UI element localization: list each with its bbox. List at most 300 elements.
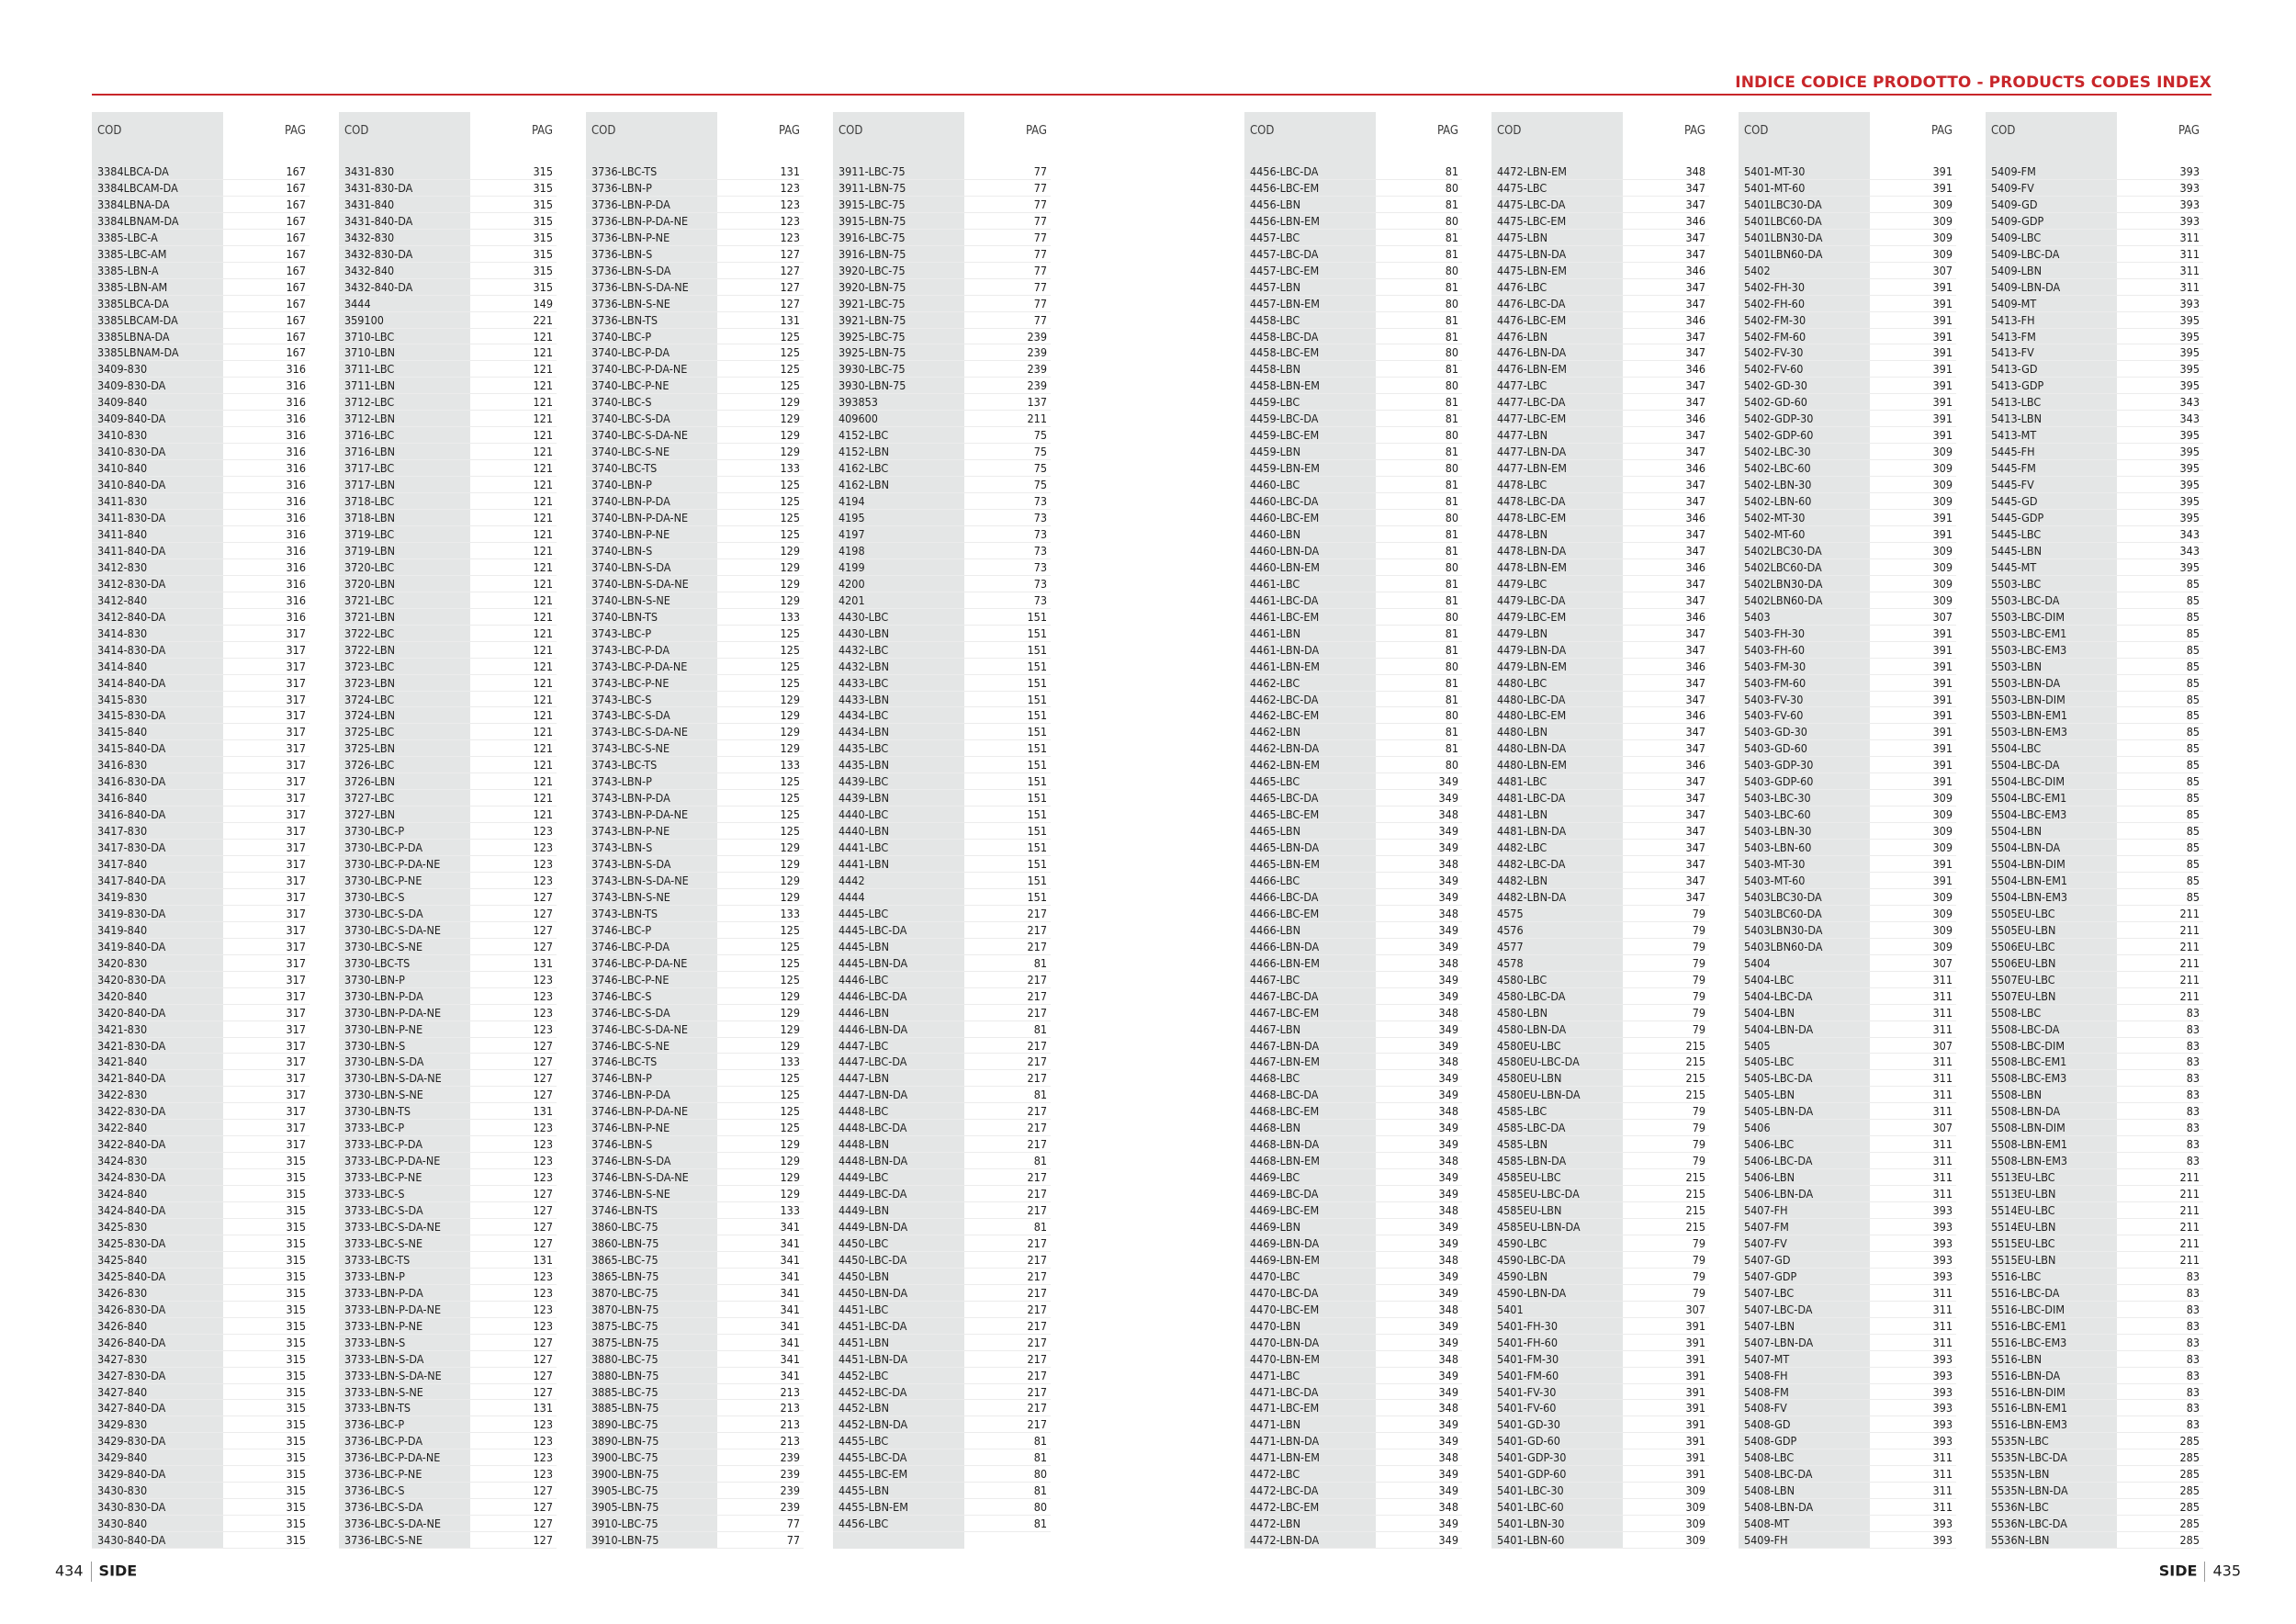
index-row	[1739, 939, 1956, 955]
product-code: 3733-LBC-P-NE	[344, 1170, 422, 1185]
index-row	[92, 576, 310, 592]
page-ref: 309	[1685, 1517, 1705, 1531]
page-ref: 309	[1932, 478, 1953, 492]
index-row	[586, 279, 804, 296]
page-ref: 311	[1932, 1088, 1953, 1102]
index-row	[1986, 1005, 2203, 1021]
product-code: 3711-LBN	[344, 378, 396, 393]
page-ref: 341	[780, 1351, 800, 1366]
page-ref: 151	[1027, 609, 1047, 624]
index-row	[1739, 1202, 1956, 1219]
index-row	[1244, 1136, 1462, 1153]
index-row	[1244, 427, 1462, 444]
page-ref: 347	[1685, 494, 1705, 509]
page-ref: 121	[533, 378, 553, 393]
page-ref: 123	[533, 1170, 553, 1185]
product-code: 5403-FM-60	[1744, 675, 1806, 690]
page-ref: 315	[286, 1269, 306, 1283]
page-ref: 211	[2179, 1220, 2200, 1234]
page-ref: 347	[1685, 642, 1705, 657]
index-row	[833, 1120, 1051, 1136]
page-ref: 213	[780, 1417, 800, 1432]
index-row	[833, 361, 1051, 378]
index-row	[1491, 707, 1709, 724]
page-ref: 349	[1438, 1285, 1458, 1300]
page-ref: 129	[780, 428, 800, 443]
page-ref: 393	[1932, 1269, 1953, 1283]
page-ref: 395	[2179, 559, 2200, 574]
product-code: 3736-LBC-TS	[591, 164, 658, 178]
page-ref: 125	[780, 494, 800, 509]
product-code: 5402-GDP-60	[1744, 428, 1814, 443]
page-ref: 83	[2186, 1401, 2200, 1415]
index-row	[586, 1252, 804, 1269]
page-ref: 85	[2186, 692, 2200, 706]
product-code: 5408-LBN	[1744, 1483, 1795, 1498]
index-row	[1986, 1400, 2203, 1416]
page-ref: 73	[1033, 592, 1047, 607]
page-ref: 129	[780, 592, 800, 607]
product-code: 3743-LBC-S	[591, 692, 652, 706]
index-row	[1739, 1449, 1956, 1466]
index-row	[92, 1202, 310, 1219]
page-ref: 349	[1438, 774, 1458, 789]
product-code: 4466-LBC	[1250, 873, 1300, 887]
product-code: 4477-LBN-EM	[1497, 461, 1567, 476]
index-row	[92, 972, 310, 988]
page-ref: 151	[1027, 659, 1047, 673]
index-row	[833, 642, 1051, 659]
index-row	[1986, 1416, 2203, 1433]
index-row	[833, 1087, 1051, 1103]
index-row	[1986, 1219, 2203, 1235]
product-code: 5407-LBC-DA	[1744, 1302, 1813, 1316]
product-code: 4469-LBN-EM	[1250, 1252, 1320, 1267]
page-ref: 349	[1438, 1038, 1458, 1053]
page-ref: 347	[1685, 840, 1705, 855]
product-code: 5403-GD-60	[1744, 741, 1807, 756]
product-code: 4467-LBC	[1250, 972, 1300, 987]
page-ref: 217	[1027, 1351, 1047, 1366]
product-code: 3736-LBC-S-DA	[344, 1500, 423, 1515]
page-ref: 317	[286, 1104, 306, 1119]
index-row	[586, 344, 804, 361]
index-row	[833, 526, 1051, 543]
product-code: 4162-LBC	[838, 461, 889, 476]
product-code: 3431-830	[344, 164, 395, 178]
product-code: 4435-LBN	[838, 758, 890, 773]
page-ref: 285	[2179, 1467, 2200, 1482]
index-row	[339, 1285, 557, 1302]
page-ref: 80	[1445, 428, 1458, 443]
product-code: 3740-LBN-P-DA	[591, 494, 670, 509]
index-row	[586, 675, 804, 692]
page-ref: 79	[1692, 972, 1705, 987]
index-row	[1739, 312, 1956, 329]
product-code: 3740-LBC-P-DA-NE	[591, 362, 688, 377]
index-row	[1739, 626, 1956, 642]
page-ref: 347	[1685, 807, 1705, 822]
page-ref: 151	[1027, 758, 1047, 773]
product-code: 5403-GDP-60	[1744, 774, 1814, 789]
page-ref: 151	[1027, 692, 1047, 706]
index-row	[1244, 1054, 1462, 1070]
product-code: 4465-LBN-DA	[1250, 840, 1320, 855]
page-ref: 393	[1932, 1252, 1953, 1267]
index-row	[339, 329, 557, 345]
page-ref: 129	[780, 840, 800, 855]
product-code: 3718-LBC	[344, 494, 395, 509]
page-ref: 315	[286, 1203, 306, 1218]
product-code: 5403-GDP-30	[1744, 758, 1814, 773]
page-ref: 309	[1685, 1533, 1705, 1548]
index-row	[586, 757, 804, 773]
product-code: 3736-LBN-S	[591, 246, 653, 261]
product-code: 3736-LBC-S	[344, 1483, 405, 1498]
product-code: 3425-830	[97, 1220, 148, 1234]
index-row	[339, 790, 557, 806]
index-row	[586, 1269, 804, 1285]
page-ref: 311	[2179, 263, 2200, 277]
page-ref: 121	[533, 543, 553, 558]
page-ref: 341	[780, 1252, 800, 1267]
product-code: 5445-MT	[1991, 559, 2037, 574]
index-row	[92, 692, 310, 708]
page-ref: 393	[2179, 180, 2200, 195]
page-ref: 211	[2179, 955, 2200, 970]
product-code: 4462-LBC	[1250, 675, 1300, 690]
index-row	[1739, 1400, 1956, 1416]
index-row	[1986, 361, 2203, 378]
page-ref: 85	[2186, 758, 2200, 773]
index-row	[833, 543, 1051, 559]
product-code: 3736-LBN-P	[591, 180, 652, 195]
product-code: 4471-LBC-EM	[1250, 1401, 1320, 1415]
page-ref: 349	[1438, 1483, 1458, 1498]
page-ref: 349	[1438, 1335, 1458, 1349]
index-row	[92, 592, 310, 609]
product-code: 3384LBNA-DA	[97, 197, 170, 211]
index-row	[833, 460, 1051, 477]
product-code: 3733-LBC-P-DA	[344, 1137, 423, 1152]
index-row	[92, 1087, 310, 1103]
page-ref: 317	[286, 1088, 306, 1102]
index-row	[92, 1120, 310, 1136]
product-code: 3880-LBC-75	[591, 1351, 658, 1366]
page-ref: 167	[286, 345, 306, 360]
page-ref: 349	[1438, 1170, 1458, 1185]
product-code: 5407-MT	[1744, 1351, 1790, 1366]
index-row	[1491, 988, 1709, 1005]
index-row	[586, 856, 804, 873]
brand-right: SIDE	[2158, 1562, 2198, 1580]
page-ref: 73	[1033, 543, 1047, 558]
index-row	[833, 1252, 1051, 1269]
index-row	[1739, 1136, 1956, 1153]
page-ref: 311	[1932, 1170, 1953, 1185]
page-ref: 125	[780, 791, 800, 806]
index-row	[1739, 1005, 1956, 1021]
product-code: 5516-LBN-DIM	[1991, 1384, 2065, 1399]
index-row	[1491, 576, 1709, 592]
page-ref: 83	[2186, 1071, 2200, 1086]
product-code: 4450-LBN	[838, 1269, 890, 1283]
index-row	[833, 1054, 1051, 1070]
index-row	[1986, 939, 2203, 955]
product-code: 4580EU-LBN	[1497, 1071, 1562, 1086]
index-row	[92, 510, 310, 526]
product-code: 3431-840	[344, 197, 395, 211]
index-row	[586, 773, 804, 790]
index-row	[1986, 1252, 2203, 1269]
page-ref: 75	[1033, 428, 1047, 443]
product-code: 3385-LBN-A	[97, 263, 159, 277]
index-row	[833, 1351, 1051, 1368]
product-code: 4200	[838, 576, 865, 591]
index-row	[339, 1087, 557, 1103]
index-row	[339, 823, 557, 840]
page-ref: 395	[2179, 312, 2200, 327]
index-row	[586, 1449, 804, 1466]
index-row	[1739, 609, 1956, 626]
page-ref: 151	[1027, 824, 1047, 839]
product-code: 3427-830	[97, 1351, 148, 1366]
page-ref: 315	[286, 1401, 306, 1415]
product-code: 5516-LBC-EM3	[1991, 1335, 2067, 1349]
product-code: 3736-LBC-P-DA-NE	[344, 1450, 441, 1465]
product-code: 3410-830	[97, 428, 148, 443]
product-code: 3740-LBC-P-NE	[591, 378, 670, 393]
index-row	[1739, 213, 1956, 230]
page-ref: 317	[286, 1038, 306, 1053]
product-code: 5403-FH-60	[1744, 642, 1805, 657]
page-ref: 129	[780, 543, 800, 558]
index-row	[586, 823, 804, 840]
index-row	[92, 477, 310, 493]
product-code: 4472-LBC-EM	[1250, 1500, 1320, 1515]
page-ref: 215	[1685, 1054, 1705, 1069]
product-code: 5504-LBN	[1991, 824, 2043, 839]
product-code: 5401-LBC-30	[1497, 1483, 1564, 1498]
index-row	[833, 906, 1051, 922]
index-row	[586, 592, 804, 609]
product-code: 5401-FM-30	[1497, 1351, 1559, 1366]
page-ref: 315	[286, 1235, 306, 1250]
product-code: 3710-LBN	[344, 345, 396, 360]
page-ref: 309	[1932, 230, 1953, 244]
page-ref: 121	[533, 692, 553, 706]
product-code: 3870-LBN-75	[591, 1302, 659, 1316]
index-row	[1739, 642, 1956, 659]
product-code: 4461-LBC-DA	[1250, 592, 1319, 607]
page-ref: 349	[1438, 922, 1458, 937]
page-ref: 127	[533, 1071, 553, 1086]
page-ref: 123	[533, 1302, 553, 1316]
product-code: 3421-830	[97, 1021, 148, 1036]
page-ref: 309	[1932, 889, 1953, 904]
product-code: 3911-LBN-75	[838, 180, 906, 195]
index-row	[1491, 1054, 1709, 1070]
page-ref: 211	[2179, 922, 2200, 937]
page-ref: 83	[2186, 1269, 2200, 1283]
product-code: 5403	[1744, 609, 1771, 624]
index-rows	[1244, 164, 1462, 1549]
page-ref: 221	[533, 312, 553, 327]
index-row	[1739, 1021, 1956, 1038]
index-row	[833, 1335, 1051, 1351]
product-code: 4457-LBN-EM	[1250, 296, 1320, 310]
page-ref: 285	[2179, 1500, 2200, 1515]
page-ref: 347	[1685, 725, 1705, 739]
product-code: 5508-LBC-EM1	[1991, 1054, 2067, 1069]
page-ref: 317	[286, 708, 306, 723]
index-column	[339, 112, 557, 1549]
page-ref: 217	[1027, 1005, 1047, 1020]
index-row	[339, 1466, 557, 1483]
product-code: 3860-LBC-75	[591, 1220, 658, 1234]
index-row	[1244, 1186, 1462, 1202]
column-header	[1739, 124, 1956, 146]
product-code: 3412-830-DA	[97, 576, 166, 591]
index-row	[339, 230, 557, 246]
index-row	[1491, 757, 1709, 773]
product-code: 5445-GD	[1991, 494, 2038, 509]
page-ref: 347	[1685, 445, 1705, 459]
product-code: 4475-LBC-DA	[1497, 197, 1566, 211]
index-row	[833, 230, 1051, 246]
page-ref: 341	[780, 1285, 800, 1300]
index-row	[339, 213, 557, 230]
index-row	[1244, 1449, 1462, 1466]
column-header	[92, 124, 310, 146]
index-row	[92, 1318, 310, 1335]
page-ref: 317	[286, 972, 306, 987]
page-ref: 391	[1932, 312, 1953, 327]
index-row	[1491, 1169, 1709, 1186]
page-ref: 391	[1932, 345, 1953, 360]
page-ref: 85	[2186, 708, 2200, 723]
page-ref: 75	[1033, 461, 1047, 476]
index-row	[586, 1021, 804, 1038]
product-code: 5505EU-LBN	[1991, 922, 2056, 937]
product-code: 4445-LBN-DA	[838, 955, 908, 970]
product-code: 5401-MT-30	[1744, 164, 1806, 178]
index-row	[586, 1499, 804, 1516]
page-ref: 317	[286, 1121, 306, 1135]
index-row	[92, 675, 310, 692]
index-row	[586, 411, 804, 427]
page-ref: 81	[1033, 1021, 1047, 1036]
product-code: 3743-LBC-TS	[591, 758, 658, 773]
index-row	[92, 1136, 310, 1153]
product-code: 3416-830	[97, 758, 148, 773]
product-code: 5408-FV	[1744, 1401, 1787, 1415]
index-row	[339, 922, 557, 939]
index-row	[92, 1285, 310, 1302]
index-row	[1986, 263, 2203, 279]
index-rows	[92, 164, 310, 1549]
index-row	[339, 378, 557, 394]
product-code: 3743-LBN-P-DA	[591, 791, 670, 806]
index-row	[92, 609, 310, 626]
product-code: 4461-LBN-DA	[1250, 642, 1320, 657]
page-ref: 348	[1438, 1203, 1458, 1218]
page-ref: 285	[2179, 1434, 2200, 1449]
product-code: 5408-FM	[1744, 1384, 1789, 1399]
page-ref: 317	[286, 889, 306, 904]
product-code: 3733-LBC-S-NE	[344, 1235, 423, 1250]
page-ref: 217	[1027, 1137, 1047, 1152]
page-ref: 121	[533, 675, 553, 690]
index-row	[339, 1483, 557, 1499]
page-ref: 285	[2179, 1450, 2200, 1465]
product-code: 5403-FV-60	[1744, 708, 1804, 723]
page-ref: 125	[780, 626, 800, 640]
product-code: 3730-LBN-S-NE	[344, 1088, 423, 1102]
index-row	[339, 576, 557, 592]
product-code: 4430-LBN	[838, 626, 890, 640]
index-row	[586, 1136, 804, 1153]
product-code: 5445-LBC	[1991, 526, 2042, 541]
page-ref: 347	[1685, 246, 1705, 261]
page-ref: 217	[1027, 1302, 1047, 1316]
index-row	[92, 279, 310, 296]
page-ref: 391	[1932, 857, 1953, 872]
index-row	[1739, 972, 1956, 988]
product-code: 3746-LBC-P-DA	[591, 939, 670, 953]
product-code: 5402LBN30-DA	[1744, 576, 1823, 591]
index-row	[339, 1219, 557, 1235]
index-row	[1244, 543, 1462, 559]
index-row	[586, 840, 804, 856]
index-row	[833, 263, 1051, 279]
product-code: 4452-LBC	[838, 1368, 889, 1382]
product-code: 4471-LBN-EM	[1250, 1450, 1320, 1465]
index-row	[1986, 1202, 2203, 1219]
product-code: 4461-LBN-EM	[1250, 659, 1320, 673]
index-row	[1986, 1054, 2203, 1070]
product-code: 4577	[1497, 939, 1524, 953]
product-code: 3426-830	[97, 1285, 148, 1300]
product-code: 5409-LBC	[1991, 230, 2042, 244]
product-code: 5402-MT-30	[1744, 511, 1806, 525]
product-code: 4470-LBC-DA	[1250, 1285, 1319, 1300]
page-ref: 79	[1692, 1285, 1705, 1300]
page-ref: 391	[1932, 526, 1953, 541]
page-ref: 125	[780, 378, 800, 393]
index-row	[1244, 493, 1462, 510]
index-row	[92, 1302, 310, 1318]
page-ref: 391	[1685, 1450, 1705, 1465]
page-ref: 81	[1445, 576, 1458, 591]
index-row	[1244, 856, 1462, 873]
index-row	[586, 707, 804, 724]
index-row	[586, 361, 804, 378]
product-code: 3417-840-DA	[97, 873, 166, 887]
product-code: 4451-LBC	[838, 1302, 889, 1316]
product-code: 4576	[1497, 922, 1524, 937]
page-ref: 123	[533, 840, 553, 855]
page-ref: 79	[1692, 1269, 1705, 1283]
product-code: 5403LBN60-DA	[1744, 939, 1823, 953]
page-ref: 127	[780, 246, 800, 261]
page-ref: 125	[780, 972, 800, 987]
page-ref: 341	[780, 1269, 800, 1283]
index-row	[1244, 972, 1462, 988]
index-row	[1739, 1186, 1956, 1202]
page-ref: 217	[1027, 1285, 1047, 1300]
product-code: 5403-GD-30	[1744, 725, 1807, 739]
